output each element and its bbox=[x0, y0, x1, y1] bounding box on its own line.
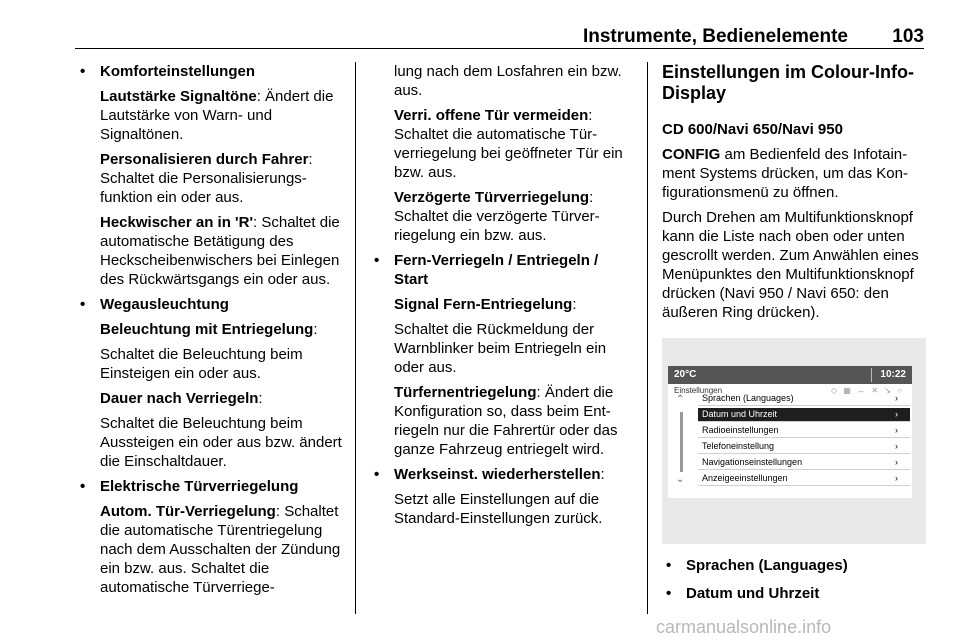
paragraph-beleuchtung-text: Schaltet die Beleuchtung beim Einsteigen ein oder aus. bbox=[100, 346, 303, 382]
paragraph-continuation: lung nach dem Losfahren ein bzw. aus. bbox=[394, 63, 622, 99]
page-number: 103 bbox=[892, 26, 924, 47]
sub-heading: CD 600/Navi 650/Navi 950 bbox=[662, 121, 843, 138]
term: Werkseinst. wiederherstellen bbox=[394, 466, 601, 483]
paragraph-drehen: Durch Drehen am Multifunktionsknopf kann die Liste nach oben oder unten gescrollt werden. Zum Anwählen eines Menüpunktes den Multifunktionsknopf drücken (Navi 950 / Navi 650: den äußeren Ring drücken). bbox=[662, 209, 919, 321]
term: Heckwischer an in 'R' bbox=[100, 214, 254, 231]
column-divider bbox=[355, 62, 356, 614]
clock: 10:22 bbox=[880, 369, 906, 380]
paragraph-verri bbox=[394, 106, 634, 182]
column-divider bbox=[647, 62, 648, 614]
paragraph-lautstaerke bbox=[100, 87, 344, 144]
paragraph-heckwischer bbox=[100, 213, 344, 289]
term: Verri. offene Tür vermeiden bbox=[394, 107, 589, 124]
text: : Schaltet die verzögerte Türverriegelung ein bzw. aus. bbox=[394, 189, 600, 244]
bullet-wegausleuchtung: • Wegausleuchtung bbox=[76, 295, 344, 314]
column-1 bbox=[76, 62, 344, 603]
scrollbar bbox=[680, 412, 683, 472]
header-rule bbox=[75, 48, 924, 49]
paragraph-signal-text: Schaltet die Rückmeldung der Warnblinker beim Entriegeln ein oder aus. bbox=[394, 321, 607, 376]
column-3 bbox=[662, 62, 924, 328]
term: Autom. Tür-Verriegelung bbox=[100, 503, 276, 520]
menu-item bbox=[698, 472, 910, 486]
menu-item-label: Anzeigeeinstellungen bbox=[702, 473, 788, 483]
paragraph-beleuchtung-term bbox=[100, 320, 344, 339]
column-2 bbox=[370, 62, 634, 534]
watermark: carmanualsonline.info bbox=[656, 617, 832, 637]
term: Verzögerte Türverriegelung bbox=[394, 189, 590, 206]
chevron-right-icon: › bbox=[895, 409, 898, 419]
menu-item-label: Telefoneinstellung bbox=[702, 441, 775, 451]
term: Türfernentriegelung bbox=[394, 384, 537, 401]
chevron-up-icon: ⌃ bbox=[676, 394, 685, 405]
menu-item-label: Navigationseinstellungen bbox=[702, 457, 803, 467]
menu-item-label: Datum und Uhrzeit bbox=[702, 409, 778, 419]
paragraph-tuerfern bbox=[394, 383, 634, 459]
bullet-datum: • Datum und Uhrzeit bbox=[662, 584, 926, 603]
menu-item-label: Radioeinstellungen bbox=[702, 425, 779, 435]
term: Dauer nach Verriegeln bbox=[100, 390, 259, 407]
menu-bullet-list bbox=[662, 556, 926, 612]
text: : Schaltet die automatische Betätigung des Heckscheibenwischers bei Einlegen des Rückwärtsgangs ein oder aus. bbox=[100, 214, 340, 288]
text: : Schaltet die automatische Türverriegelung bei geöffneter Tür ein bzw. aus. bbox=[394, 107, 623, 181]
chevron-right-icon: › bbox=[895, 441, 898, 451]
chevron-down-icon: ⌄ bbox=[676, 474, 685, 485]
chevron-right-icon: › bbox=[895, 473, 898, 483]
infotainment-screen-figure bbox=[662, 338, 926, 544]
term: Personalisieren durch Fahrer bbox=[100, 151, 309, 168]
status-icons: ◇ ▦ ↔ ✕ ↘ ○ bbox=[830, 386, 904, 395]
menu-item bbox=[698, 424, 910, 438]
text: : Ändert die Lautstärke von Warn- und Signaltönen. bbox=[100, 88, 334, 143]
menu-item-selected bbox=[698, 408, 910, 422]
paragraph-dauer-text: Schaltet die Beleuchtung beim Aussteigen ein oder aus bzw. ändert die Einschaltdauer. bbox=[100, 415, 342, 470]
paragraph-dauer-term bbox=[100, 389, 344, 408]
paragraph-werks-text: Setzt alle Einstellungen auf die Standard-Einstellungen zurück. bbox=[394, 491, 603, 527]
paragraph-personalisieren bbox=[100, 150, 344, 207]
text: am Bedienfeld des Infotainment Systems drücken, um das Konfigurationsmenü zu öffnen. bbox=[662, 146, 908, 201]
divider bbox=[871, 368, 872, 382]
section-heading: Einstellungen im Colour-Info-Display bbox=[662, 62, 914, 103]
bullet-sprachen: • Sprachen (Languages) bbox=[662, 556, 926, 575]
paragraph-signal-term bbox=[394, 295, 634, 314]
bullet-komforteinstellungen: • Komforteinstellungen bbox=[76, 62, 344, 81]
bullet-elektrische-tuerverriegelung: • Elektrische Türverriegelung bbox=[76, 477, 344, 496]
text: : Ändert die Konfiguration so, dass beim Entriegeln nur die Fahrertür oder das ganze Fahrzeug entriegelt wird. bbox=[394, 384, 618, 458]
colon: : bbox=[600, 466, 605, 483]
colon: : bbox=[572, 296, 577, 313]
paragraph-config bbox=[662, 145, 924, 202]
chevron-right-icon: › bbox=[895, 393, 898, 403]
header-title: Instrumente, Bedienelemente bbox=[582, 26, 848, 47]
status-bar bbox=[668, 366, 912, 384]
menu-item bbox=[698, 392, 910, 406]
temperature: 20°C bbox=[674, 369, 697, 380]
colon: : bbox=[258, 390, 263, 407]
menu-item bbox=[698, 456, 910, 470]
term: Beleuchtung mit Entriegelung bbox=[100, 321, 314, 338]
menu-item-label: Sprachen (Languages) bbox=[702, 393, 794, 403]
chevron-right-icon: › bbox=[895, 457, 898, 467]
chevron-right-icon: › bbox=[895, 425, 898, 435]
text: : Schaltet die automatische Türentriegelung nach dem Ausschalten der Zündung ein bzw. aus. Schaltet die automatische Türverriege- bbox=[100, 503, 341, 596]
bullet-fern-verriegeln: • Fern-Verriegeln / Entriegeln / Start bbox=[370, 251, 634, 289]
paragraph-verzoegert bbox=[394, 188, 634, 245]
settings-menu bbox=[668, 384, 912, 498]
term: Signal Fern-Entriegelung bbox=[394, 296, 573, 313]
menu-item bbox=[698, 440, 910, 454]
menu-title: Einstellungen bbox=[674, 386, 723, 395]
term: Lautstärke Signaltöne bbox=[100, 88, 257, 105]
term: CONFIG bbox=[662, 146, 721, 163]
text: : Schaltet die Personalisierungsfunktion ein oder aus. bbox=[100, 151, 313, 206]
bullet-werkseinstellungen bbox=[370, 465, 634, 484]
paragraph-autom-verriegelung bbox=[100, 502, 344, 597]
colon: : bbox=[313, 321, 318, 338]
